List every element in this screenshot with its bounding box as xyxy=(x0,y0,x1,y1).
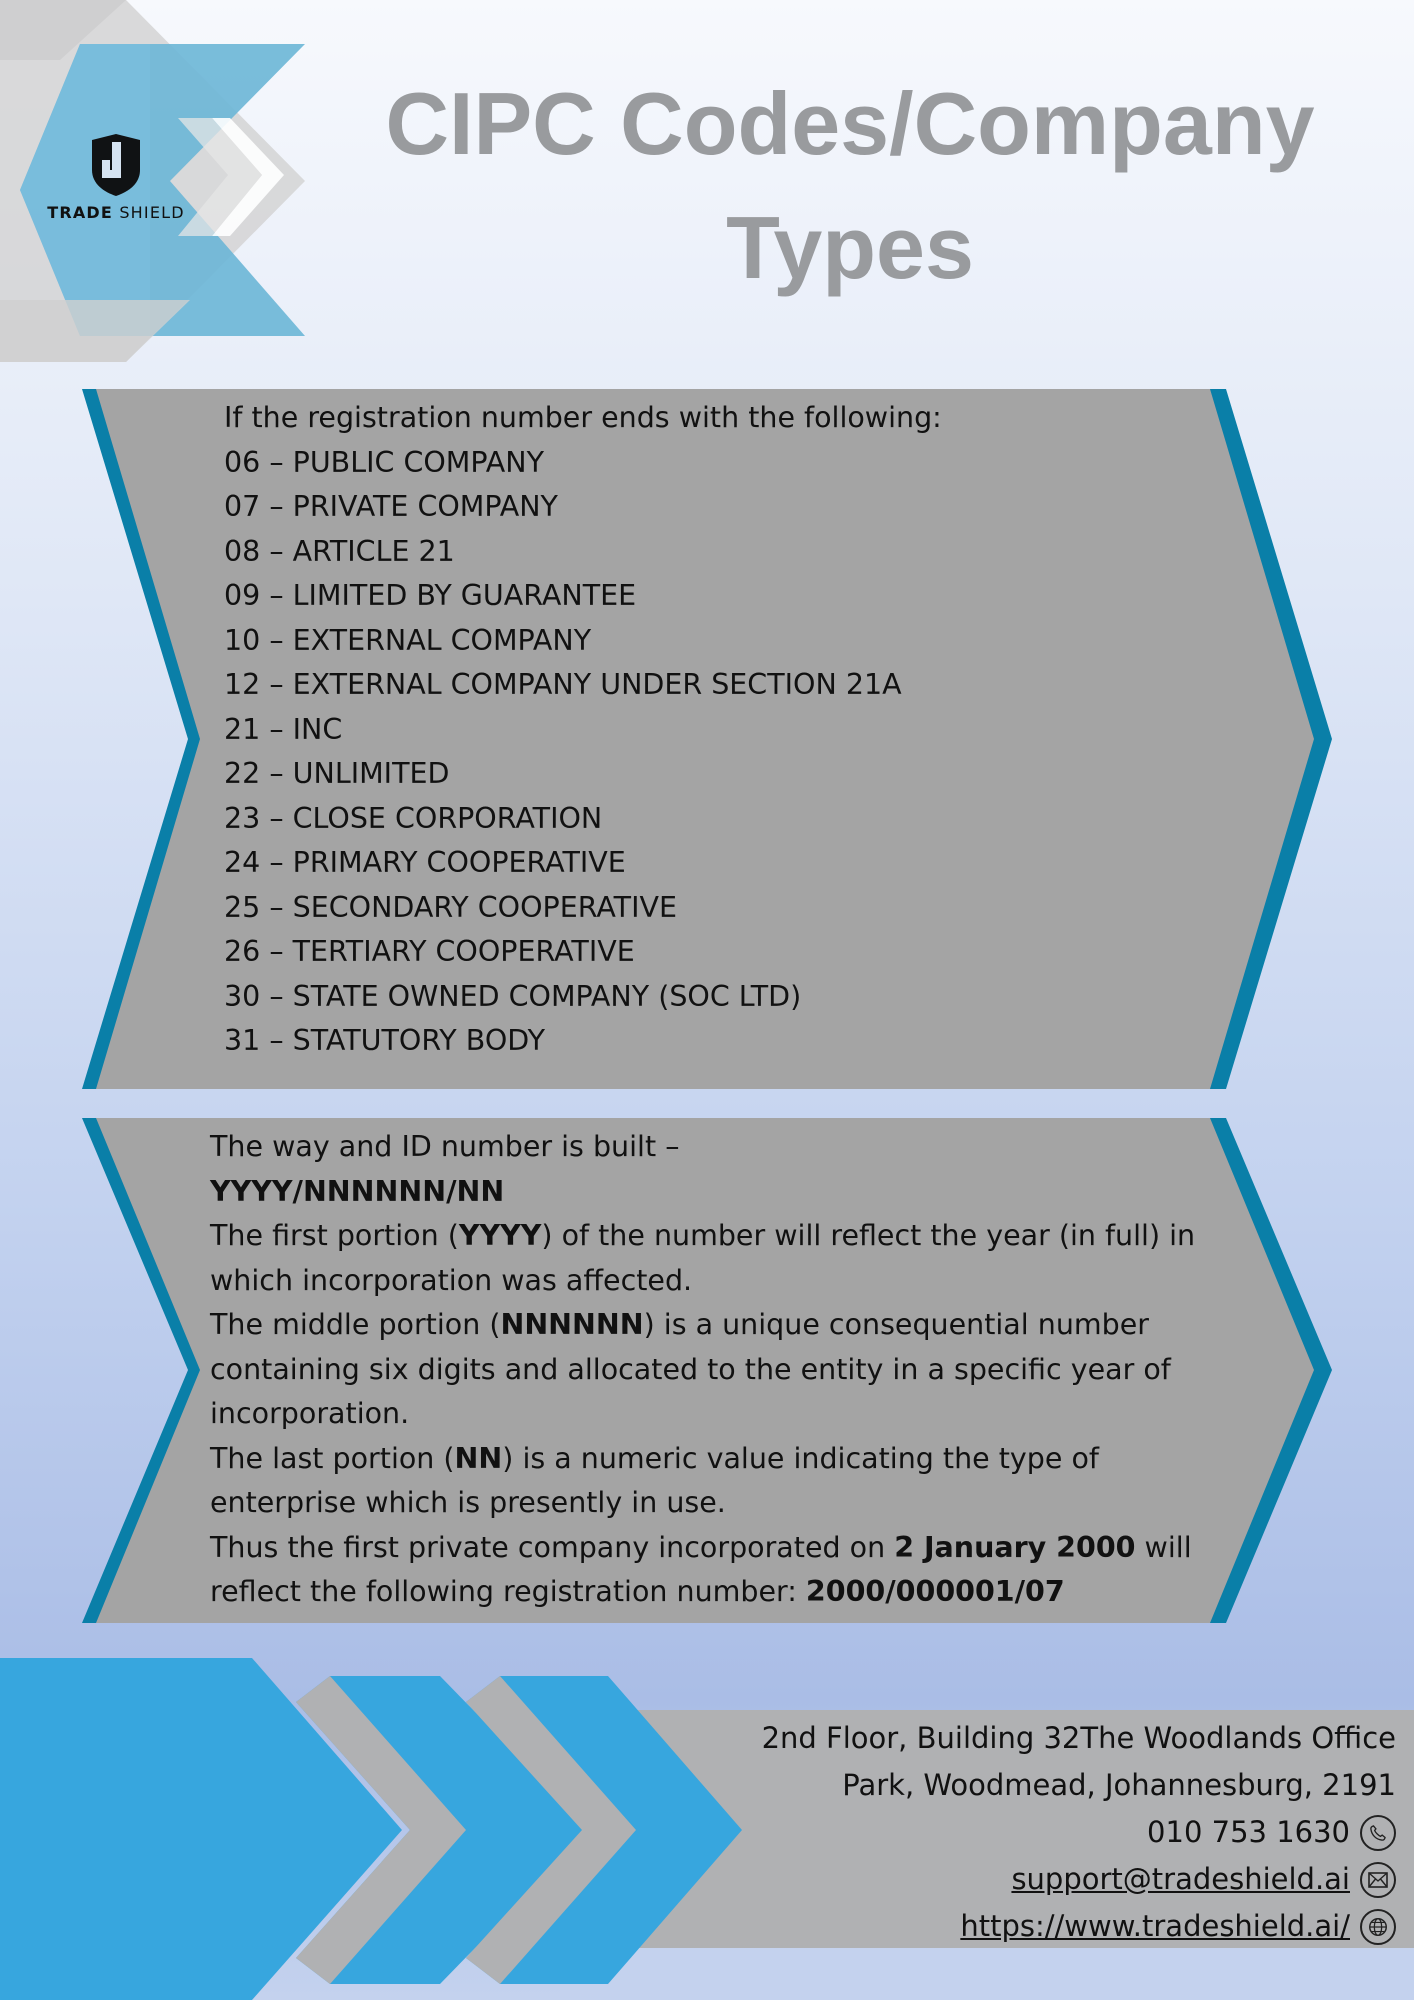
code-item: 30 – STATE OWNED COMPANY (SOC LTD) xyxy=(224,979,802,1013)
code-item: 09 – LIMITED BY GUARANTEE xyxy=(224,579,637,612)
code-item: 26 – TERTIARY COOPERATIVE xyxy=(224,935,635,968)
codes-intro: If the registration number ends with the following: xyxy=(224,401,942,434)
page-title xyxy=(370,62,1330,310)
code-item: 06 – PUBLIC COMPANY xyxy=(224,445,544,479)
company-codes-list xyxy=(224,396,942,1064)
website-link[interactable]: https://www.tradeshield.ai/ xyxy=(960,1909,1350,1943)
contact-details xyxy=(762,1715,1396,1950)
code-item: 23 – CLOSE CORPORATION xyxy=(224,801,603,835)
code-item: 24 – PRIMARY COOPERATIVE xyxy=(224,846,626,879)
trade-shield-logo-icon xyxy=(88,134,144,196)
brand-name: TRADE SHIELD xyxy=(47,203,185,222)
phone-icon xyxy=(1360,1815,1396,1851)
id-format: YYYY/NNNNNN/NN xyxy=(210,1174,505,1208)
id-middle-portion: The middle portion (NNNNNN) is a unique consequential number containing six digits and allocated to the entity in a specific year of incorporation. xyxy=(210,1308,1171,1430)
code-item: 22 – UNLIMITED xyxy=(224,757,450,790)
code-item: 07 – PRIVATE COMPANY xyxy=(224,490,558,523)
id-example: Thus the first private company incorporated on 2 January 2000 will reflect the following registration number: 2000/000001/07 xyxy=(210,1530,1192,1608)
code-item: 10 – EXTERNAL COMPANY xyxy=(224,623,592,657)
id-last-portion: The last portion (NN) is a numeric value indicating the type of enterprise which is presently in use. xyxy=(210,1441,1099,1519)
code-item: 08 – ARTICLE 21 xyxy=(224,534,455,568)
globe-icon xyxy=(1360,1909,1396,1945)
email-link[interactable]: support@tradeshield.ai xyxy=(1011,1862,1350,1896)
phone-number[interactable]: 010 753 1630 xyxy=(1147,1815,1350,1849)
code-item: 25 – SECONDARY COOPERATIVE xyxy=(224,890,677,924)
address-line-1: 2nd Floor, Building 32The Woodlands Office xyxy=(761,1721,1396,1755)
page-title-line-2: Types xyxy=(726,198,974,297)
id-number-explanation xyxy=(210,1125,1250,1615)
code-item: 12 – EXTERNAL COMPANY UNDER SECTION 21A xyxy=(224,668,902,701)
id-first-portion: The first portion (YYYY) of the number will reflect the year (in full) in which incorporation was affected. xyxy=(210,1219,1196,1297)
code-item: 21 – INC xyxy=(224,712,343,746)
code-item: 31 – STATUTORY BODY xyxy=(224,1024,546,1057)
email-row xyxy=(762,1856,1396,1903)
phone-row xyxy=(762,1809,1396,1856)
logo-background-graphic xyxy=(0,0,310,362)
mail-icon xyxy=(1360,1862,1396,1898)
id-intro: The way and ID number is built – xyxy=(210,1130,680,1163)
address-line-2: Park, Woodmead, Johannesburg, 2191 xyxy=(842,1768,1396,1802)
website-row xyxy=(762,1903,1396,1950)
page-title-line-1: CIPC Codes/Company xyxy=(385,74,1315,173)
